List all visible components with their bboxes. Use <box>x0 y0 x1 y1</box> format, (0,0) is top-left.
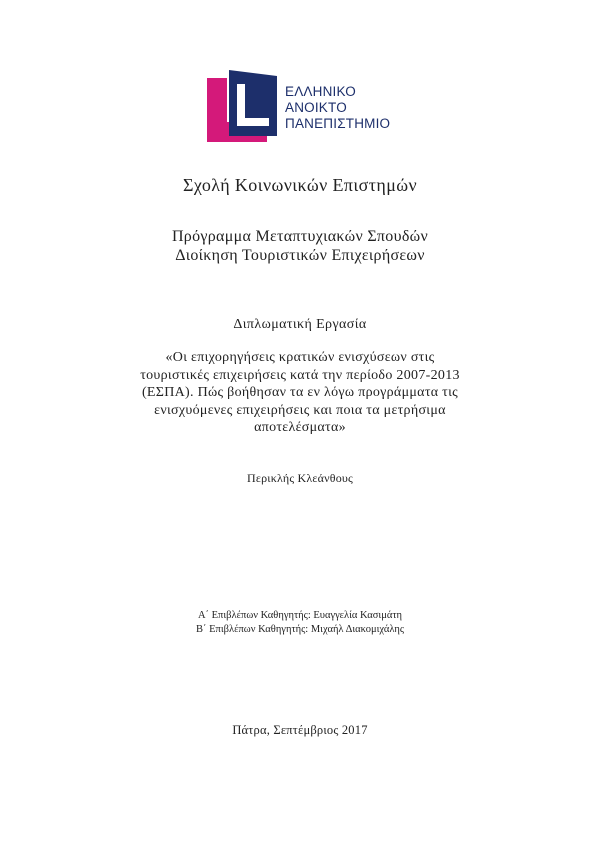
school-name: Σχολή Κοινωνικών Επιστημών <box>182 175 418 195</box>
logo-line-3: ΠΑΝΕΠΙΣΤΗΜΙΟ <box>285 116 391 131</box>
thesis-title-line-4: ενισχυόμενες επιχειρήσεις και ποια τα μετρήσιμα <box>154 402 446 418</box>
program-line-2: Διοίκηση Τουριστικών Επιχειρήσεων <box>175 247 425 264</box>
program-block <box>0 227 600 265</box>
author-name: Περικλής Κλεάνθους <box>247 471 353 485</box>
thesis-title-line-3: (ΕΣΠΑ). Πώς βοήθησαν τα εν λόγω προγράμματα τις <box>141 385 459 400</box>
university-logo-icon <box>207 70 283 142</box>
logo-wordmark <box>285 84 390 132</box>
thesis-title-line-2: τουριστικές επιχειρήσεις κατά την περίοδο 2007-2013 <box>140 367 460 383</box>
thesis-title <box>0 349 600 437</box>
university-logo <box>207 70 407 142</box>
second-supervisor: Β΄ Επιβλέπων Καθηγητής: Μιχαήλ Διακομιχάλης <box>196 624 404 635</box>
thesis-title-line-1: «Οι επιχορηγήσεις κρατικών ενισχύσεων στις <box>165 350 435 365</box>
logo-line-1: ΕΛΛΗΝΙΚΟ <box>285 84 356 99</box>
first-supervisor: Α΄ Επιβλέπων Καθηγητής: Ευαγγελία Κασιμάτη <box>197 610 403 621</box>
thesis-type: Διπλωματική Εργασία <box>233 317 367 332</box>
program-line-1: Πρόγραμμα Μεταπτυχιακών Σπουδών <box>171 228 429 245</box>
supervisors-block <box>0 609 600 637</box>
place-date: Πάτρα, Σεπτέμβριος 2017 <box>232 723 368 737</box>
logo-line-2: ΑΝΟΙΚΤΟ <box>285 100 347 115</box>
thesis-title-line-5: αποτελέσματα» <box>254 420 346 435</box>
